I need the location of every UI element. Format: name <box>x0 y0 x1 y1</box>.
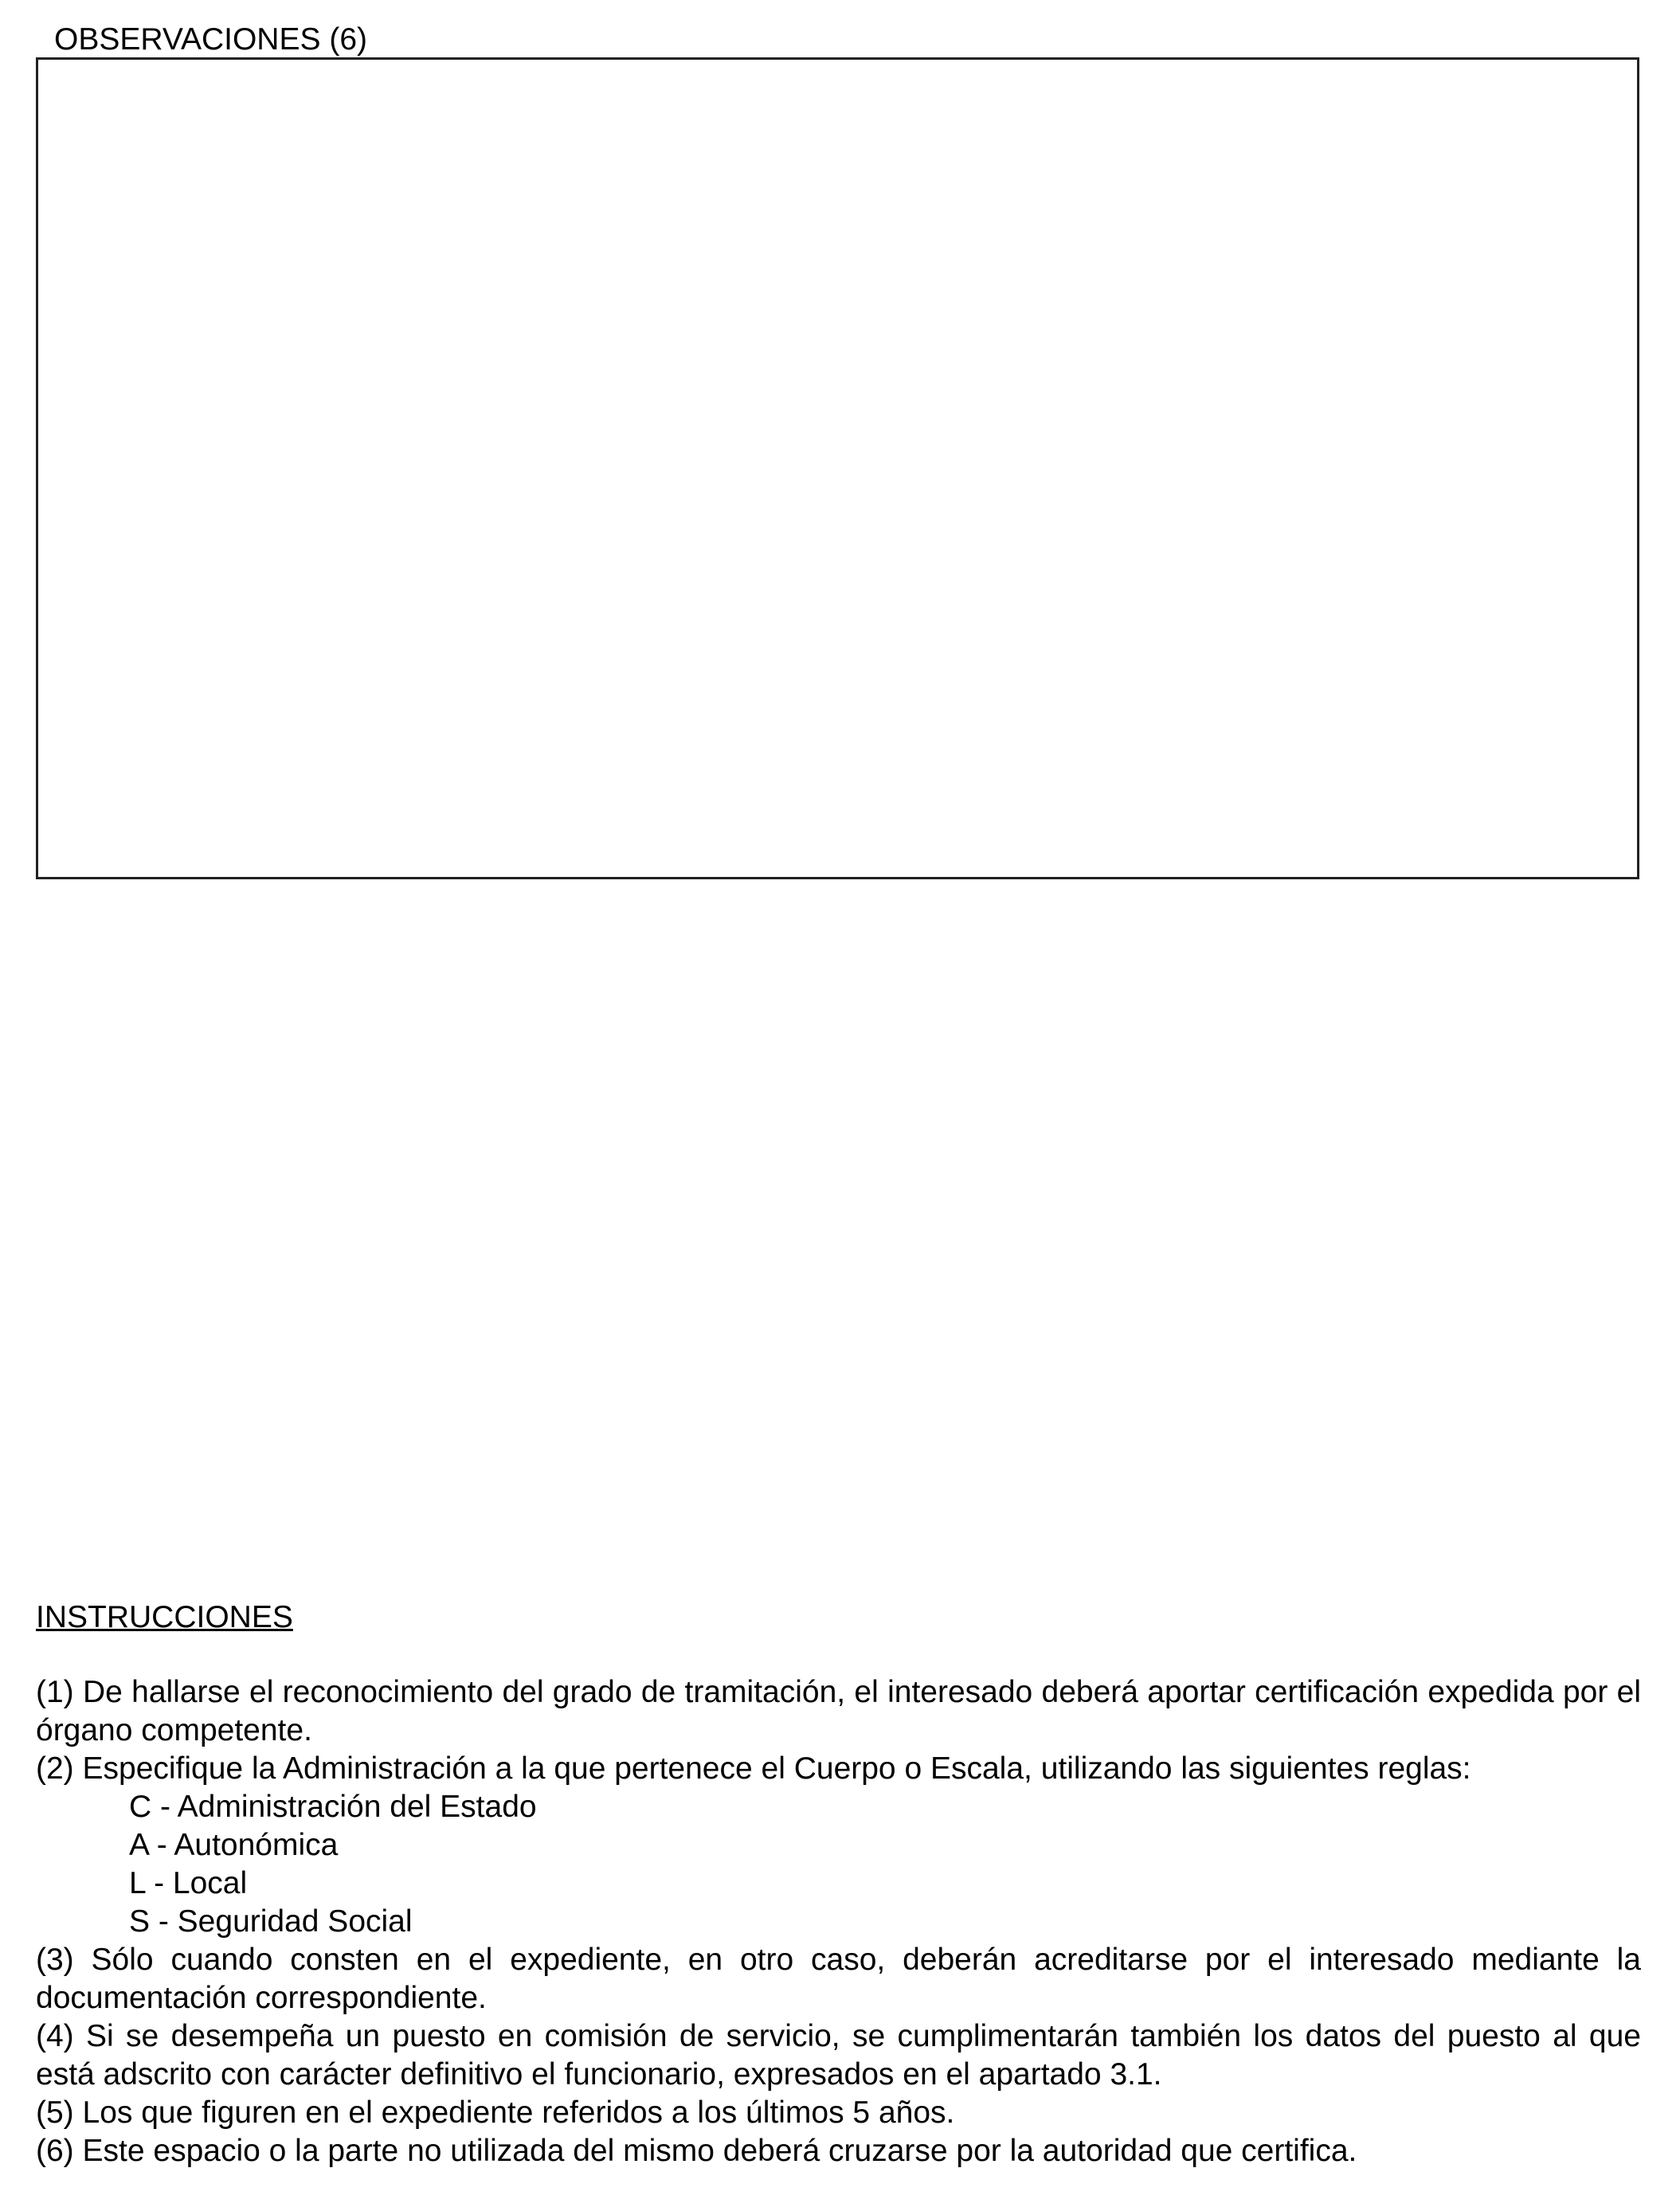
observaciones-box <box>36 57 1639 879</box>
instruction-note-3: (3) Sólo cuando consten en el expediente, en otro caso, deberán acreditarse por el interesado mediante la documentación correspondiente. <box>36 1943 1641 2015</box>
instruction-note-1: (1) De hallarse el reconocimiento del grado de tramitación, el interesado deberá aportar certificación expedida por el órgano competente. <box>36 1675 1641 1747</box>
instruction-note-2: (2) Especifique la Administración a la que pertenece el Cuerpo o Escala, utilizando las siguientes reglas: <box>36 1751 1471 1786</box>
instruction-note-5: (5) Los que figuren en el expediente referidos a los últimos 5 años. <box>36 2096 955 2130</box>
observaciones-label: OBSERVACIONES (6) <box>54 22 367 57</box>
instructions-title: INSTRUCCIONES <box>36 1600 293 1634</box>
rule-item-c: C - Administración del Estado <box>129 1790 537 1824</box>
instruction-note-6: (6) Este espacio o la parte no utilizada del mismo deberá cruzarse por la autoridad que certifica. <box>36 2134 1357 2168</box>
instruction-note-4: (4) Si se desempeña un puesto en comisión de servicio, se cumplimentarán también los datos del puesto al que está adscrito con carácter definitivo el funcionario, expresados en el apartado 3.1. <box>36 2019 1641 2092</box>
rule-item-a: A - Autonómica <box>129 1828 339 1862</box>
instructions-section <box>36 1599 1641 2170</box>
rule-item-l: L - Local <box>129 1866 248 1900</box>
rule-item-s: S - Seguridad Social <box>129 1904 413 1939</box>
